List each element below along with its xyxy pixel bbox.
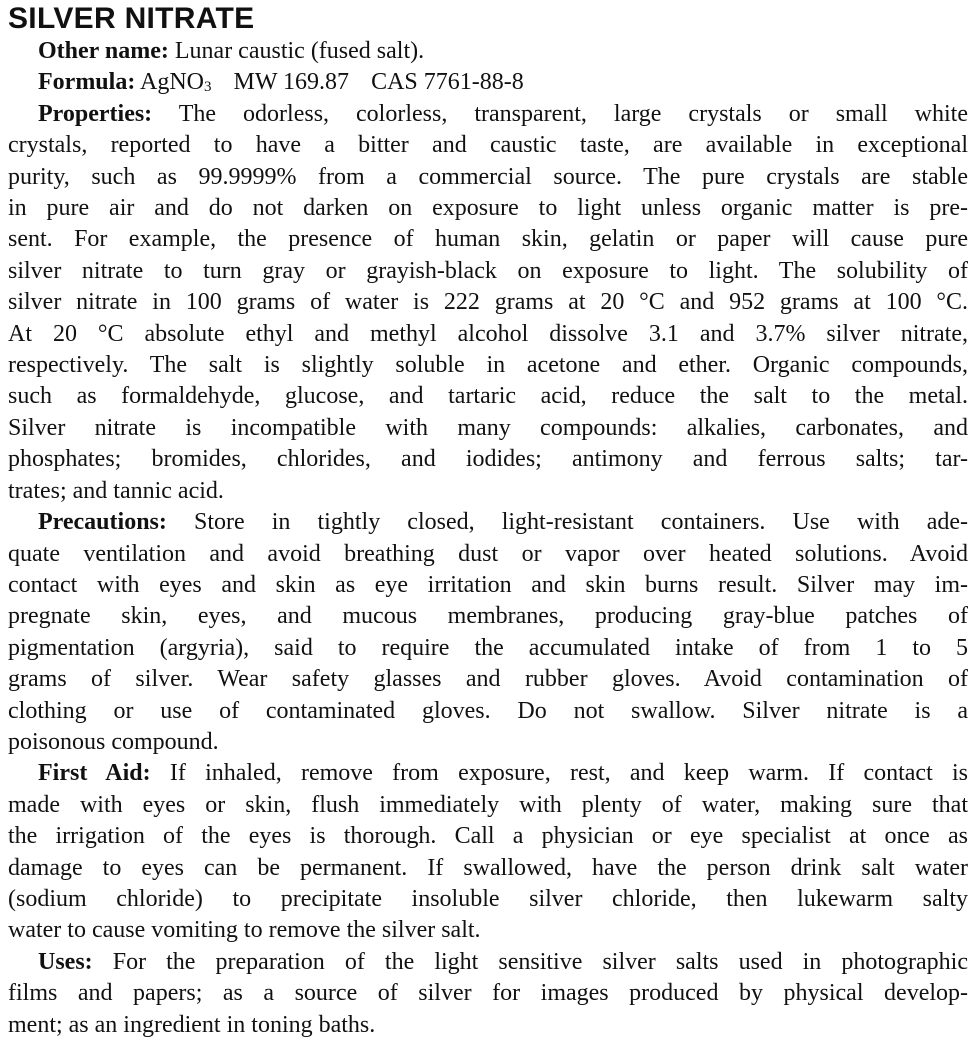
formula-line bbox=[8, 67, 968, 98]
line-text: trates; and tannic acid. bbox=[8, 477, 224, 504]
section-properties bbox=[8, 99, 968, 507]
text-line bbox=[8, 696, 968, 727]
line-text: poisonous compound. bbox=[8, 728, 219, 755]
line-text: For the preparation of the light sensitive silver salts used in photographic bbox=[112, 948, 969, 975]
line-text: If inhaled, remove from exposure, rest, and keep warm. If contact is bbox=[169, 760, 968, 787]
line-text: The odorless, colorless, transparent, large crystals or small white bbox=[178, 100, 968, 127]
text-line bbox=[8, 790, 968, 821]
cas-number: CAS 7761-88-8 bbox=[371, 69, 524, 96]
molecular-weight: MW 169.87 bbox=[233, 69, 350, 96]
line-text: the irrigation of the eyes is thorough. Call a physician or eye specialist at once as bbox=[8, 823, 968, 850]
text-line bbox=[8, 381, 968, 412]
other-name-line bbox=[8, 36, 968, 67]
section-precautions bbox=[8, 507, 968, 758]
text-line bbox=[8, 884, 968, 915]
line-text: such as formaldehyde, glucose, and tartaric acid, reduce the salt to the metal. bbox=[8, 383, 968, 410]
text-line bbox=[8, 601, 968, 632]
text-line bbox=[8, 99, 968, 130]
line-text: quate ventilation and avoid breathing dust or vapor over heated solutions. Avoid bbox=[8, 540, 968, 567]
section-uses bbox=[8, 947, 968, 1041]
text-line bbox=[8, 915, 968, 946]
line-text: At 20 °C absolute ethyl and methyl alcohol dissolve 3.1 and 3.7% silver nitrate, bbox=[8, 320, 968, 347]
line-text: contact with eyes and skin as eye irritation and skin burns result. Silver may im- bbox=[8, 571, 968, 598]
line-text: crystals, reported to have a bitter and caustic taste, are available in exceptional bbox=[8, 132, 968, 159]
line-text: purity, such as 99.9999% from a commercial source. The pure crystals are stable bbox=[8, 163, 968, 190]
text-line bbox=[8, 350, 968, 381]
text-line bbox=[8, 727, 968, 758]
text-line bbox=[8, 444, 968, 475]
formula-label: Formula: bbox=[38, 69, 136, 96]
text-line bbox=[8, 130, 968, 161]
line-text: water to cause vomiting to remove the silver salt. bbox=[8, 917, 481, 944]
document-title: SILVER NITRATE bbox=[8, 2, 255, 35]
other-name-value: Lunar caustic (fused salt). bbox=[174, 38, 425, 64]
line-text: grams of silver. Wear safety glasses and rubber gloves. Avoid contamination of bbox=[8, 666, 968, 693]
text-line bbox=[8, 319, 968, 350]
text-line bbox=[8, 664, 968, 695]
section-label: First Aid: bbox=[38, 760, 151, 787]
line-text: Silver nitrate is incompatible with many compounds: alkalies, carbonates, and bbox=[8, 414, 968, 441]
line-text: in pure air and do not darken on exposure to light unless organic matter is pre- bbox=[8, 195, 968, 222]
text-line bbox=[8, 413, 968, 444]
text-line bbox=[8, 1010, 968, 1041]
line-text: Store in tightly closed, light-resistant containers. Use with ade- bbox=[193, 509, 969, 536]
text-line bbox=[8, 539, 968, 570]
text-line bbox=[8, 507, 968, 538]
line-text: clothing or use of contaminated gloves. Do not swallow. Silver nitrate is a bbox=[8, 697, 968, 724]
section-label: Uses: bbox=[38, 948, 93, 975]
other-name-label: Other name: bbox=[38, 38, 169, 64]
line-text: respectively. The salt is slightly soluble in acetone and ether. Organic compounds, bbox=[8, 352, 968, 379]
text-line bbox=[8, 193, 968, 224]
line-text: phosphates; bromides, chlorides, and iodides; antimony and ferrous salts; tar- bbox=[8, 446, 968, 473]
text-line bbox=[8, 256, 968, 287]
line-text: sent. For example, the presence of human skin, gelatin or paper will cause pure bbox=[8, 226, 968, 253]
line-text: (sodium chloride) to precipitate insoluble silver chloride, then lukewarm salty bbox=[8, 885, 968, 912]
line-text: silver nitrate to turn gray or grayish-black on exposure to light. The solubility of bbox=[8, 257, 968, 284]
line-text: damage to eyes can be permanent. If swallowed, have the person drink salt water bbox=[8, 854, 968, 881]
line-text: made with eyes or skin, flush immediately with plenty of water, making sure that bbox=[8, 791, 968, 818]
section-first-aid bbox=[8, 758, 968, 946]
text-line bbox=[8, 476, 968, 507]
text-line bbox=[8, 162, 968, 193]
text-line bbox=[8, 633, 968, 664]
text-line bbox=[8, 224, 968, 255]
text-line bbox=[8, 947, 968, 978]
formula-value: AgNO bbox=[140, 69, 204, 96]
section-label: Properties: bbox=[38, 100, 153, 127]
section-label: Precautions: bbox=[38, 509, 167, 536]
text-line bbox=[8, 853, 968, 884]
line-text: pigmentation (argyria), said to require the accumulated intake of from 1 to 5 bbox=[8, 634, 968, 661]
document-body bbox=[8, 36, 968, 1041]
text-line bbox=[8, 821, 968, 852]
text-line bbox=[8, 978, 968, 1009]
line-text: pregnate skin, eyes, and mucous membranes, producing gray-blue patches of bbox=[8, 603, 968, 630]
text-line bbox=[8, 758, 968, 789]
line-text: silver nitrate in 100 grams of water is 222 grams at 20 °C and 952 grams at 100 °C. bbox=[8, 289, 968, 316]
line-text: ment; as an ingredient in toning baths. bbox=[8, 1011, 376, 1038]
text-line bbox=[8, 287, 968, 318]
formula-subscript: 3 bbox=[204, 79, 212, 96]
text-line bbox=[8, 570, 968, 601]
line-text: films and papers; as a source of silver for images produced by physical develop- bbox=[8, 980, 968, 1007]
